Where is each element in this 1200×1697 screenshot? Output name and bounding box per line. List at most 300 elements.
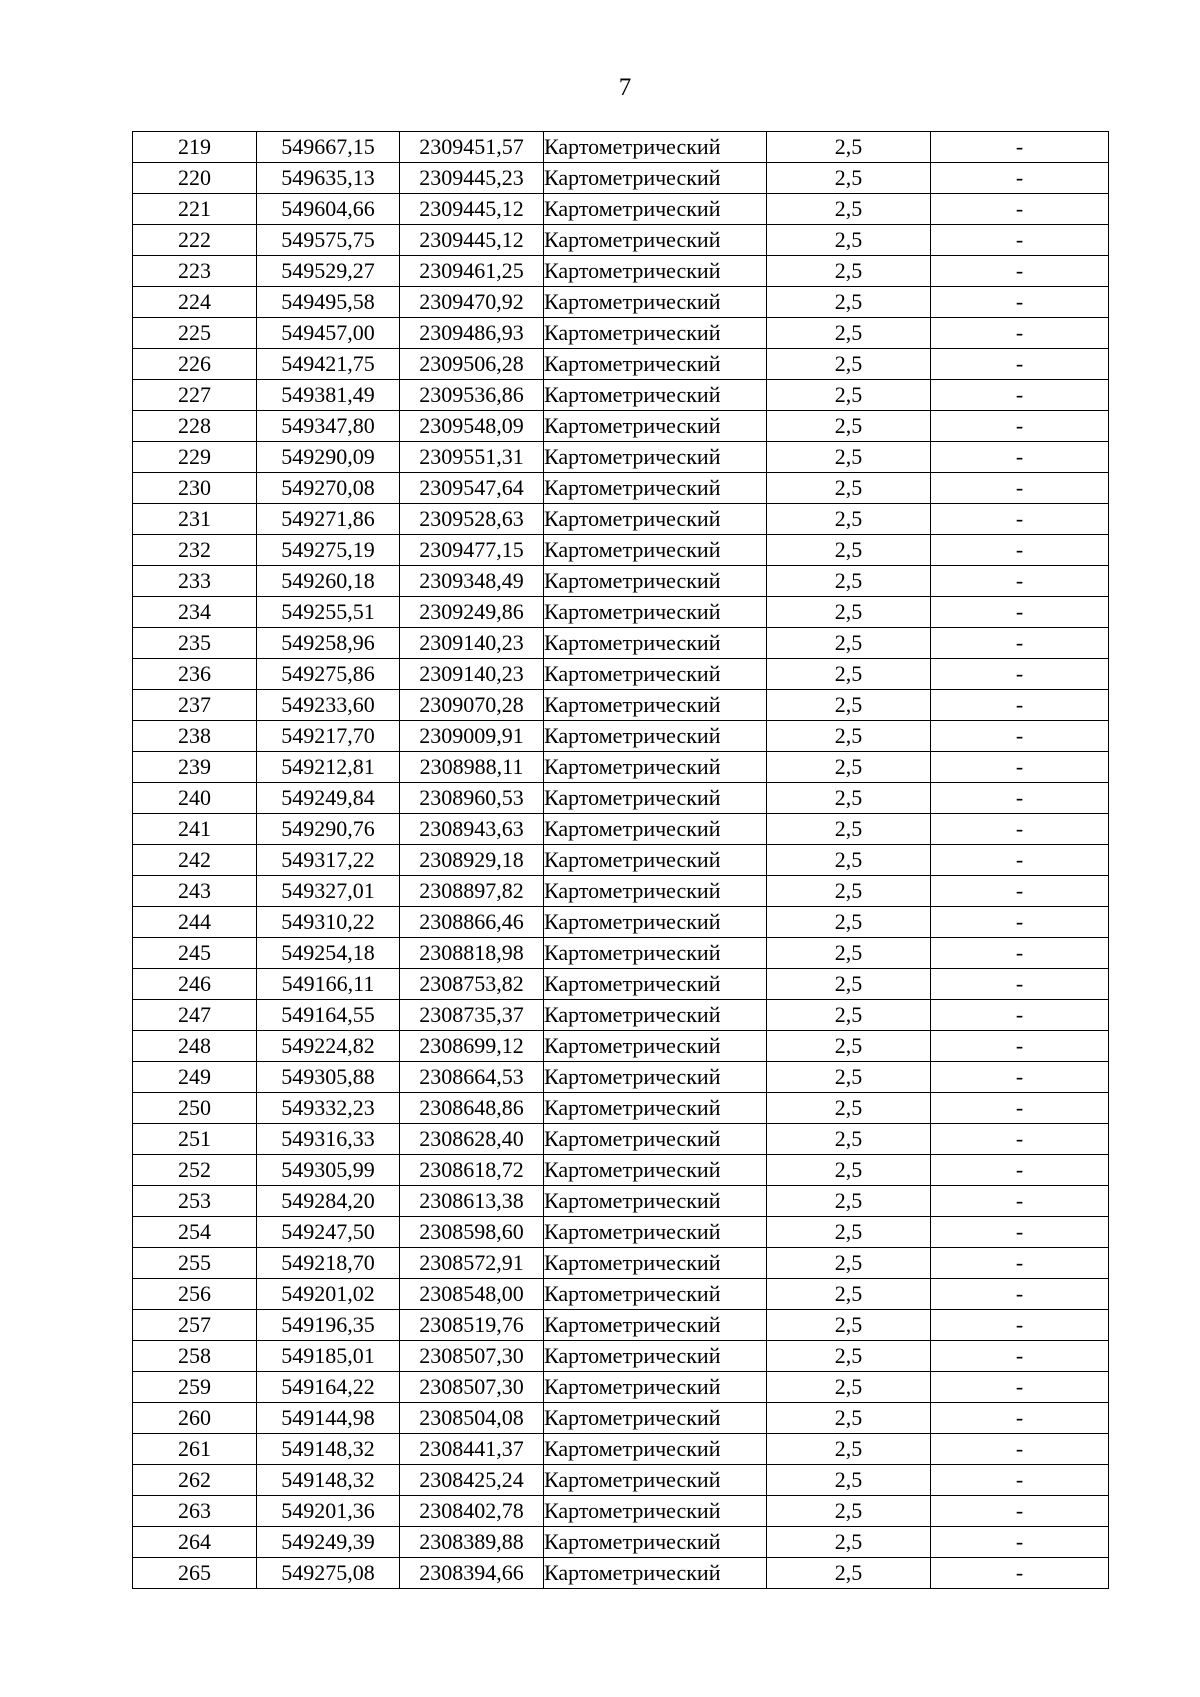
y-coordinate-cell: 2308866,46 bbox=[400, 907, 544, 938]
method-cell: Картометрический bbox=[544, 938, 767, 969]
y-coordinate-cell: 2308628,40 bbox=[400, 1124, 544, 1155]
table-row bbox=[133, 752, 1109, 783]
accuracy-cell: 2,5 bbox=[767, 1248, 931, 1279]
point-number-cell: 236 bbox=[133, 659, 257, 690]
table-row bbox=[133, 876, 1109, 907]
method-cell: Картометрический bbox=[544, 1434, 767, 1465]
accuracy-cell: 2,5 bbox=[767, 318, 931, 349]
method-cell: Картометрический bbox=[544, 287, 767, 318]
y-coordinate-cell: 2309445,12 bbox=[400, 194, 544, 225]
note-cell: - bbox=[931, 380, 1109, 411]
note-cell: - bbox=[931, 597, 1109, 628]
method-cell: Картометрический bbox=[544, 194, 767, 225]
point-number-cell: 230 bbox=[133, 473, 257, 504]
method-cell: Картометрический bbox=[544, 1496, 767, 1527]
point-number-cell: 244 bbox=[133, 907, 257, 938]
x-coordinate-cell: 549290,09 bbox=[257, 442, 400, 473]
x-coordinate-cell: 549196,35 bbox=[257, 1310, 400, 1341]
point-number-cell: 226 bbox=[133, 349, 257, 380]
y-coordinate-cell: 2308753,82 bbox=[400, 969, 544, 1000]
note-cell: - bbox=[931, 1372, 1109, 1403]
table-row bbox=[133, 1403, 1109, 1434]
accuracy-cell: 2,5 bbox=[767, 938, 931, 969]
method-cell: Картометрический bbox=[544, 628, 767, 659]
x-coordinate-cell: 549218,70 bbox=[257, 1248, 400, 1279]
point-number-cell: 247 bbox=[133, 1000, 257, 1031]
method-cell: Картометрический bbox=[544, 1031, 767, 1062]
method-cell: Картометрический bbox=[544, 256, 767, 287]
note-cell: - bbox=[931, 504, 1109, 535]
table-row bbox=[133, 1434, 1109, 1465]
y-coordinate-cell: 2309477,15 bbox=[400, 535, 544, 566]
note-cell: - bbox=[931, 814, 1109, 845]
x-coordinate-cell: 549457,00 bbox=[257, 318, 400, 349]
y-coordinate-cell: 2309486,93 bbox=[400, 318, 544, 349]
y-coordinate-cell: 2308441,37 bbox=[400, 1434, 544, 1465]
note-cell: - bbox=[931, 1248, 1109, 1279]
accuracy-cell: 2,5 bbox=[767, 1341, 931, 1372]
x-coordinate-cell: 549332,23 bbox=[257, 1093, 400, 1124]
y-coordinate-cell: 2308943,63 bbox=[400, 814, 544, 845]
table-row bbox=[133, 566, 1109, 597]
point-number-cell: 238 bbox=[133, 721, 257, 752]
y-coordinate-cell: 2309461,25 bbox=[400, 256, 544, 287]
table-row bbox=[133, 380, 1109, 411]
note-cell: - bbox=[931, 876, 1109, 907]
point-number-cell: 220 bbox=[133, 163, 257, 194]
table-row bbox=[133, 969, 1109, 1000]
y-coordinate-cell: 2309445,12 bbox=[400, 225, 544, 256]
accuracy-cell: 2,5 bbox=[767, 411, 931, 442]
x-coordinate-cell: 549144,98 bbox=[257, 1403, 400, 1434]
y-coordinate-cell: 2309528,63 bbox=[400, 504, 544, 535]
table-row bbox=[133, 1558, 1109, 1589]
accuracy-cell: 2,5 bbox=[767, 814, 931, 845]
note-cell: - bbox=[931, 969, 1109, 1000]
accuracy-cell: 2,5 bbox=[767, 1372, 931, 1403]
table-row bbox=[133, 318, 1109, 349]
method-cell: Картометрический bbox=[544, 380, 767, 411]
accuracy-cell: 2,5 bbox=[767, 287, 931, 318]
table-row bbox=[133, 628, 1109, 659]
method-cell: Картометрический bbox=[544, 1527, 767, 1558]
point-number-cell: 219 bbox=[133, 132, 257, 163]
x-coordinate-cell: 549305,88 bbox=[257, 1062, 400, 1093]
accuracy-cell: 2,5 bbox=[767, 783, 931, 814]
y-coordinate-cell: 2309140,23 bbox=[400, 628, 544, 659]
table-row bbox=[133, 783, 1109, 814]
note-cell: - bbox=[931, 659, 1109, 690]
y-coordinate-cell: 2309348,49 bbox=[400, 566, 544, 597]
table-row bbox=[133, 1341, 1109, 1372]
y-coordinate-cell: 2308613,38 bbox=[400, 1186, 544, 1217]
method-cell: Картометрический bbox=[544, 132, 767, 163]
x-coordinate-cell: 549247,50 bbox=[257, 1217, 400, 1248]
table-row bbox=[133, 1062, 1109, 1093]
x-coordinate-cell: 549258,96 bbox=[257, 628, 400, 659]
table-row bbox=[133, 256, 1109, 287]
method-cell: Картометрический bbox=[544, 1403, 767, 1434]
table-row bbox=[133, 194, 1109, 225]
y-coordinate-cell: 2309140,23 bbox=[400, 659, 544, 690]
point-number-cell: 258 bbox=[133, 1341, 257, 1372]
table-row bbox=[133, 1124, 1109, 1155]
table-row bbox=[133, 1000, 1109, 1031]
accuracy-cell: 2,5 bbox=[767, 1558, 931, 1589]
y-coordinate-cell: 2308598,60 bbox=[400, 1217, 544, 1248]
accuracy-cell: 2,5 bbox=[767, 566, 931, 597]
x-coordinate-cell: 549270,08 bbox=[257, 473, 400, 504]
accuracy-cell: 2,5 bbox=[767, 349, 931, 380]
y-coordinate-cell: 2308664,53 bbox=[400, 1062, 544, 1093]
note-cell: - bbox=[931, 566, 1109, 597]
x-coordinate-cell: 549495,58 bbox=[257, 287, 400, 318]
x-coordinate-cell: 549275,86 bbox=[257, 659, 400, 690]
accuracy-cell: 2,5 bbox=[767, 907, 931, 938]
accuracy-cell: 2,5 bbox=[767, 1031, 931, 1062]
table-row bbox=[133, 659, 1109, 690]
table-row bbox=[133, 442, 1109, 473]
note-cell: - bbox=[931, 1124, 1109, 1155]
method-cell: Картометрический bbox=[544, 1186, 767, 1217]
y-coordinate-cell: 2309548,09 bbox=[400, 411, 544, 442]
note-cell: - bbox=[931, 442, 1109, 473]
method-cell: Картометрический bbox=[544, 1279, 767, 1310]
y-coordinate-cell: 2308618,72 bbox=[400, 1155, 544, 1186]
point-number-cell: 225 bbox=[133, 318, 257, 349]
table-row bbox=[133, 411, 1109, 442]
table-row bbox=[133, 721, 1109, 752]
y-coordinate-cell: 2308389,88 bbox=[400, 1527, 544, 1558]
table-row bbox=[133, 814, 1109, 845]
accuracy-cell: 2,5 bbox=[767, 628, 931, 659]
accuracy-cell: 2,5 bbox=[767, 876, 931, 907]
y-coordinate-cell: 2308394,66 bbox=[400, 1558, 544, 1589]
y-coordinate-cell: 2309551,31 bbox=[400, 442, 544, 473]
accuracy-cell: 2,5 bbox=[767, 504, 931, 535]
table-row bbox=[133, 938, 1109, 969]
method-cell: Картометрический bbox=[544, 1465, 767, 1496]
table-row bbox=[133, 132, 1109, 163]
note-cell: - bbox=[931, 938, 1109, 969]
point-number-cell: 251 bbox=[133, 1124, 257, 1155]
x-coordinate-cell: 549635,13 bbox=[257, 163, 400, 194]
y-coordinate-cell: 2309009,91 bbox=[400, 721, 544, 752]
y-coordinate-cell: 2308507,30 bbox=[400, 1341, 544, 1372]
method-cell: Картометрический bbox=[544, 690, 767, 721]
point-number-cell: 229 bbox=[133, 442, 257, 473]
note-cell: - bbox=[931, 349, 1109, 380]
note-cell: - bbox=[931, 752, 1109, 783]
table-row bbox=[133, 1217, 1109, 1248]
table-row bbox=[133, 504, 1109, 535]
x-coordinate-cell: 549667,15 bbox=[257, 132, 400, 163]
method-cell: Картометрический bbox=[544, 225, 767, 256]
accuracy-cell: 2,5 bbox=[767, 1496, 931, 1527]
point-number-cell: 221 bbox=[133, 194, 257, 225]
x-coordinate-cell: 549254,18 bbox=[257, 938, 400, 969]
y-coordinate-cell: 2309249,86 bbox=[400, 597, 544, 628]
y-coordinate-cell: 2308960,53 bbox=[400, 783, 544, 814]
accuracy-cell: 2,5 bbox=[767, 473, 931, 504]
note-cell: - bbox=[931, 1000, 1109, 1031]
y-coordinate-cell: 2309547,64 bbox=[400, 473, 544, 504]
y-coordinate-cell: 2309536,86 bbox=[400, 380, 544, 411]
note-cell: - bbox=[931, 318, 1109, 349]
x-coordinate-cell: 549327,01 bbox=[257, 876, 400, 907]
accuracy-cell: 2,5 bbox=[767, 225, 931, 256]
x-coordinate-cell: 549290,76 bbox=[257, 814, 400, 845]
method-cell: Картометрический bbox=[544, 504, 767, 535]
point-number-cell: 246 bbox=[133, 969, 257, 1000]
x-coordinate-cell: 549347,80 bbox=[257, 411, 400, 442]
method-cell: Картометрический bbox=[544, 1372, 767, 1403]
point-number-cell: 243 bbox=[133, 876, 257, 907]
method-cell: Картометрический bbox=[544, 349, 767, 380]
x-coordinate-cell: 549233,60 bbox=[257, 690, 400, 721]
y-coordinate-cell: 2308735,37 bbox=[400, 1000, 544, 1031]
x-coordinate-cell: 549164,55 bbox=[257, 1000, 400, 1031]
x-coordinate-cell: 549529,27 bbox=[257, 256, 400, 287]
point-number-cell: 252 bbox=[133, 1155, 257, 1186]
x-coordinate-cell: 549217,70 bbox=[257, 721, 400, 752]
note-cell: - bbox=[931, 690, 1109, 721]
point-number-cell: 237 bbox=[133, 690, 257, 721]
note-cell: - bbox=[931, 411, 1109, 442]
accuracy-cell: 2,5 bbox=[767, 845, 931, 876]
method-cell: Картометрический bbox=[544, 1310, 767, 1341]
method-cell: Картометрический bbox=[544, 1341, 767, 1372]
y-coordinate-cell: 2309506,28 bbox=[400, 349, 544, 380]
method-cell: Картометрический bbox=[544, 442, 767, 473]
x-coordinate-cell: 549271,86 bbox=[257, 504, 400, 535]
accuracy-cell: 2,5 bbox=[767, 1124, 931, 1155]
point-number-cell: 224 bbox=[133, 287, 257, 318]
y-coordinate-cell: 2308699,12 bbox=[400, 1031, 544, 1062]
accuracy-cell: 2,5 bbox=[767, 1062, 931, 1093]
x-coordinate-cell: 549201,36 bbox=[257, 1496, 400, 1527]
point-number-cell: 263 bbox=[133, 1496, 257, 1527]
accuracy-cell: 2,5 bbox=[767, 194, 931, 225]
accuracy-cell: 2,5 bbox=[767, 597, 931, 628]
method-cell: Картометрический bbox=[544, 318, 767, 349]
x-coordinate-cell: 549166,11 bbox=[257, 969, 400, 1000]
accuracy-cell: 2,5 bbox=[767, 969, 931, 1000]
note-cell: - bbox=[931, 1217, 1109, 1248]
point-number-cell: 264 bbox=[133, 1527, 257, 1558]
method-cell: Картометрический bbox=[544, 566, 767, 597]
x-coordinate-cell: 549255,51 bbox=[257, 597, 400, 628]
point-number-cell: 254 bbox=[133, 1217, 257, 1248]
table-row bbox=[133, 1372, 1109, 1403]
x-coordinate-cell: 549305,99 bbox=[257, 1155, 400, 1186]
table-row bbox=[133, 1310, 1109, 1341]
coordinates-table-body bbox=[133, 132, 1109, 1589]
y-coordinate-cell: 2309470,92 bbox=[400, 287, 544, 318]
note-cell: - bbox=[931, 721, 1109, 752]
note-cell: - bbox=[931, 783, 1109, 814]
method-cell: Картометрический bbox=[544, 969, 767, 1000]
accuracy-cell: 2,5 bbox=[767, 659, 931, 690]
note-cell: - bbox=[931, 1465, 1109, 1496]
note-cell: - bbox=[931, 256, 1109, 287]
table-row bbox=[133, 1496, 1109, 1527]
x-coordinate-cell: 549421,75 bbox=[257, 349, 400, 380]
x-coordinate-cell: 549275,08 bbox=[257, 1558, 400, 1589]
table-row bbox=[133, 1248, 1109, 1279]
method-cell: Картометрический bbox=[544, 1093, 767, 1124]
x-coordinate-cell: 549185,01 bbox=[257, 1341, 400, 1372]
x-coordinate-cell: 549575,75 bbox=[257, 225, 400, 256]
point-number-cell: 256 bbox=[133, 1279, 257, 1310]
point-number-cell: 257 bbox=[133, 1310, 257, 1341]
point-number-cell: 222 bbox=[133, 225, 257, 256]
accuracy-cell: 2,5 bbox=[767, 1279, 931, 1310]
y-coordinate-cell: 2308402,78 bbox=[400, 1496, 544, 1527]
table-row bbox=[133, 907, 1109, 938]
x-coordinate-cell: 549310,22 bbox=[257, 907, 400, 938]
note-cell: - bbox=[931, 1434, 1109, 1465]
y-coordinate-cell: 2308818,98 bbox=[400, 938, 544, 969]
accuracy-cell: 2,5 bbox=[767, 132, 931, 163]
x-coordinate-cell: 549249,39 bbox=[257, 1527, 400, 1558]
point-number-cell: 262 bbox=[133, 1465, 257, 1496]
accuracy-cell: 2,5 bbox=[767, 690, 931, 721]
note-cell: - bbox=[931, 194, 1109, 225]
point-number-cell: 255 bbox=[133, 1248, 257, 1279]
accuracy-cell: 2,5 bbox=[767, 1000, 931, 1031]
accuracy-cell: 2,5 bbox=[767, 1310, 931, 1341]
note-cell: - bbox=[931, 1403, 1109, 1434]
point-number-cell: 248 bbox=[133, 1031, 257, 1062]
point-number-cell: 239 bbox=[133, 752, 257, 783]
method-cell: Картометрический bbox=[544, 907, 767, 938]
x-coordinate-cell: 549381,49 bbox=[257, 380, 400, 411]
point-number-cell: 240 bbox=[133, 783, 257, 814]
point-number-cell: 228 bbox=[133, 411, 257, 442]
accuracy-cell: 2,5 bbox=[767, 1403, 931, 1434]
method-cell: Картометрический bbox=[544, 1000, 767, 1031]
table-row bbox=[133, 1031, 1109, 1062]
method-cell: Картометрический bbox=[544, 814, 767, 845]
method-cell: Картометрический bbox=[544, 1124, 767, 1155]
accuracy-cell: 2,5 bbox=[767, 380, 931, 411]
table-row bbox=[133, 690, 1109, 721]
table-row bbox=[133, 1093, 1109, 1124]
table-row bbox=[133, 845, 1109, 876]
point-number-cell: 260 bbox=[133, 1403, 257, 1434]
point-number-cell: 261 bbox=[133, 1434, 257, 1465]
table-row bbox=[133, 163, 1109, 194]
x-coordinate-cell: 549260,18 bbox=[257, 566, 400, 597]
x-coordinate-cell: 549148,32 bbox=[257, 1434, 400, 1465]
y-coordinate-cell: 2308519,76 bbox=[400, 1310, 544, 1341]
accuracy-cell: 2,5 bbox=[767, 1217, 931, 1248]
accuracy-cell: 2,5 bbox=[767, 752, 931, 783]
note-cell: - bbox=[931, 1527, 1109, 1558]
x-coordinate-cell: 549212,81 bbox=[257, 752, 400, 783]
note-cell: - bbox=[931, 287, 1109, 318]
y-coordinate-cell: 2309451,57 bbox=[400, 132, 544, 163]
note-cell: - bbox=[931, 1186, 1109, 1217]
table-row bbox=[133, 225, 1109, 256]
table-row bbox=[133, 535, 1109, 566]
note-cell: - bbox=[931, 163, 1109, 194]
coordinates-table bbox=[132, 131, 1109, 1589]
y-coordinate-cell: 2308897,82 bbox=[400, 876, 544, 907]
y-coordinate-cell: 2308572,91 bbox=[400, 1248, 544, 1279]
x-coordinate-cell: 549317,22 bbox=[257, 845, 400, 876]
point-number-cell: 242 bbox=[133, 845, 257, 876]
method-cell: Картометрический bbox=[544, 783, 767, 814]
table-row bbox=[133, 1465, 1109, 1496]
y-coordinate-cell: 2308548,00 bbox=[400, 1279, 544, 1310]
x-coordinate-cell: 549148,32 bbox=[257, 1465, 400, 1496]
y-coordinate-cell: 2308988,11 bbox=[400, 752, 544, 783]
note-cell: - bbox=[931, 1062, 1109, 1093]
table-row bbox=[133, 349, 1109, 380]
point-number-cell: 235 bbox=[133, 628, 257, 659]
page-number: 7 bbox=[618, 74, 632, 101]
method-cell: Картометрический bbox=[544, 597, 767, 628]
accuracy-cell: 2,5 bbox=[767, 256, 931, 287]
method-cell: Картометрический bbox=[544, 876, 767, 907]
method-cell: Картометрический bbox=[544, 535, 767, 566]
note-cell: - bbox=[931, 1031, 1109, 1062]
accuracy-cell: 2,5 bbox=[767, 1434, 931, 1465]
method-cell: Картометрический bbox=[544, 1248, 767, 1279]
point-number-cell: 253 bbox=[133, 1186, 257, 1217]
note-cell: - bbox=[931, 1496, 1109, 1527]
table-row bbox=[133, 287, 1109, 318]
note-cell: - bbox=[931, 628, 1109, 659]
y-coordinate-cell: 2309070,28 bbox=[400, 690, 544, 721]
note-cell: - bbox=[931, 1093, 1109, 1124]
y-coordinate-cell: 2308929,18 bbox=[400, 845, 544, 876]
note-cell: - bbox=[931, 225, 1109, 256]
point-number-cell: 250 bbox=[133, 1093, 257, 1124]
point-number-cell: 231 bbox=[133, 504, 257, 535]
point-number-cell: 249 bbox=[133, 1062, 257, 1093]
method-cell: Картометрический bbox=[544, 845, 767, 876]
x-coordinate-cell: 549275,19 bbox=[257, 535, 400, 566]
note-cell: - bbox=[931, 1279, 1109, 1310]
method-cell: Картометрический bbox=[544, 411, 767, 442]
method-cell: Картометрический bbox=[544, 1558, 767, 1589]
note-cell: - bbox=[931, 1310, 1109, 1341]
point-number-cell: 234 bbox=[133, 597, 257, 628]
point-number-cell: 227 bbox=[133, 380, 257, 411]
accuracy-cell: 2,5 bbox=[767, 1186, 931, 1217]
method-cell: Картометрический bbox=[544, 1155, 767, 1186]
method-cell: Картометрический bbox=[544, 752, 767, 783]
note-cell: - bbox=[931, 132, 1109, 163]
x-coordinate-cell: 549604,66 bbox=[257, 194, 400, 225]
method-cell: Картометрический bbox=[544, 659, 767, 690]
accuracy-cell: 2,5 bbox=[767, 163, 931, 194]
note-cell: - bbox=[931, 473, 1109, 504]
accuracy-cell: 2,5 bbox=[767, 1527, 931, 1558]
point-number-cell: 241 bbox=[133, 814, 257, 845]
x-coordinate-cell: 549316,33 bbox=[257, 1124, 400, 1155]
method-cell: Картометрический bbox=[544, 473, 767, 504]
method-cell: Картометрический bbox=[544, 1062, 767, 1093]
x-coordinate-cell: 549284,20 bbox=[257, 1186, 400, 1217]
point-number-cell: 232 bbox=[133, 535, 257, 566]
y-coordinate-cell: 2308504,08 bbox=[400, 1403, 544, 1434]
y-coordinate-cell: 2309445,23 bbox=[400, 163, 544, 194]
point-number-cell: 265 bbox=[133, 1558, 257, 1589]
